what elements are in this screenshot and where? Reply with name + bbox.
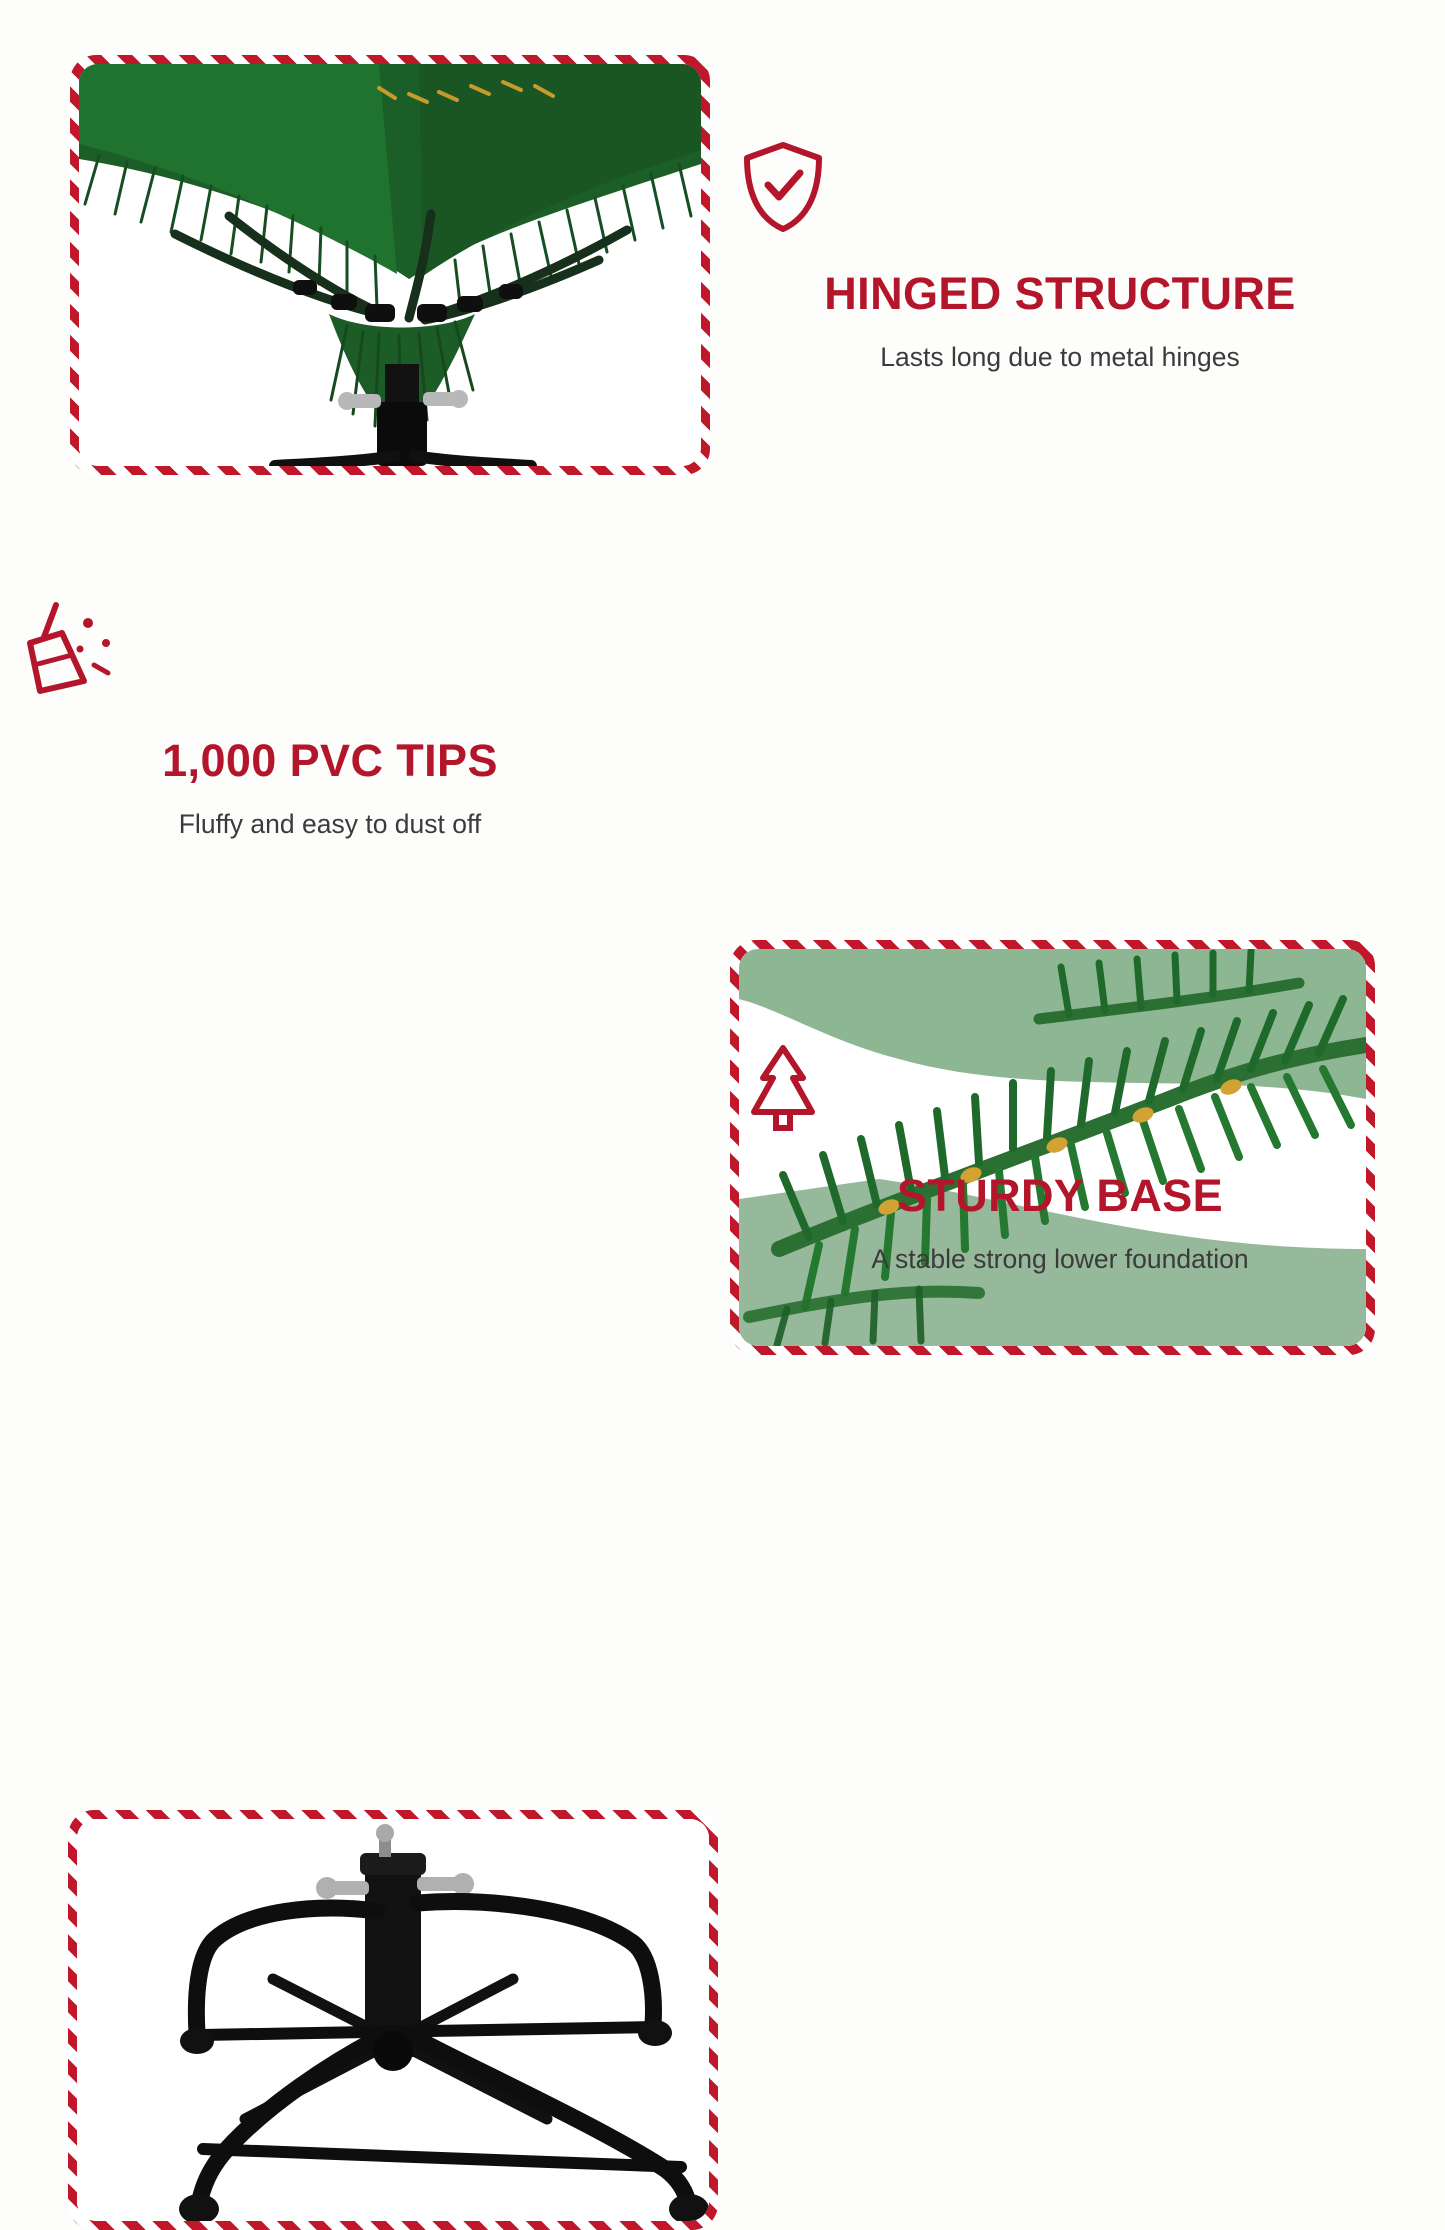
photo-sturdy-base	[68, 1810, 718, 2230]
feature-title: 1,000 PVC TIPS	[162, 735, 498, 786]
photo-hinged-structure	[70, 55, 710, 475]
feature-subtitle: Lasts long due to metal hinges	[880, 342, 1240, 372]
feature-text-pvc-tips	[10, 595, 650, 840]
feature-title: STURDY BASE	[896, 1170, 1224, 1221]
tree-icon	[740, 1040, 1380, 1136]
feature-subtitle: Fluffy and easy to dust off	[178, 809, 482, 839]
shield-check-icon	[740, 140, 1380, 234]
feature-title: HINGED STRUCTURE	[824, 268, 1296, 319]
broom-icon	[10, 595, 650, 701]
feature-text-hinged-structure	[740, 140, 1380, 373]
feature-text-sturdy-base	[740, 1040, 1380, 1275]
feature-subtitle: A stable strong lower foundation	[871, 1244, 1249, 1274]
